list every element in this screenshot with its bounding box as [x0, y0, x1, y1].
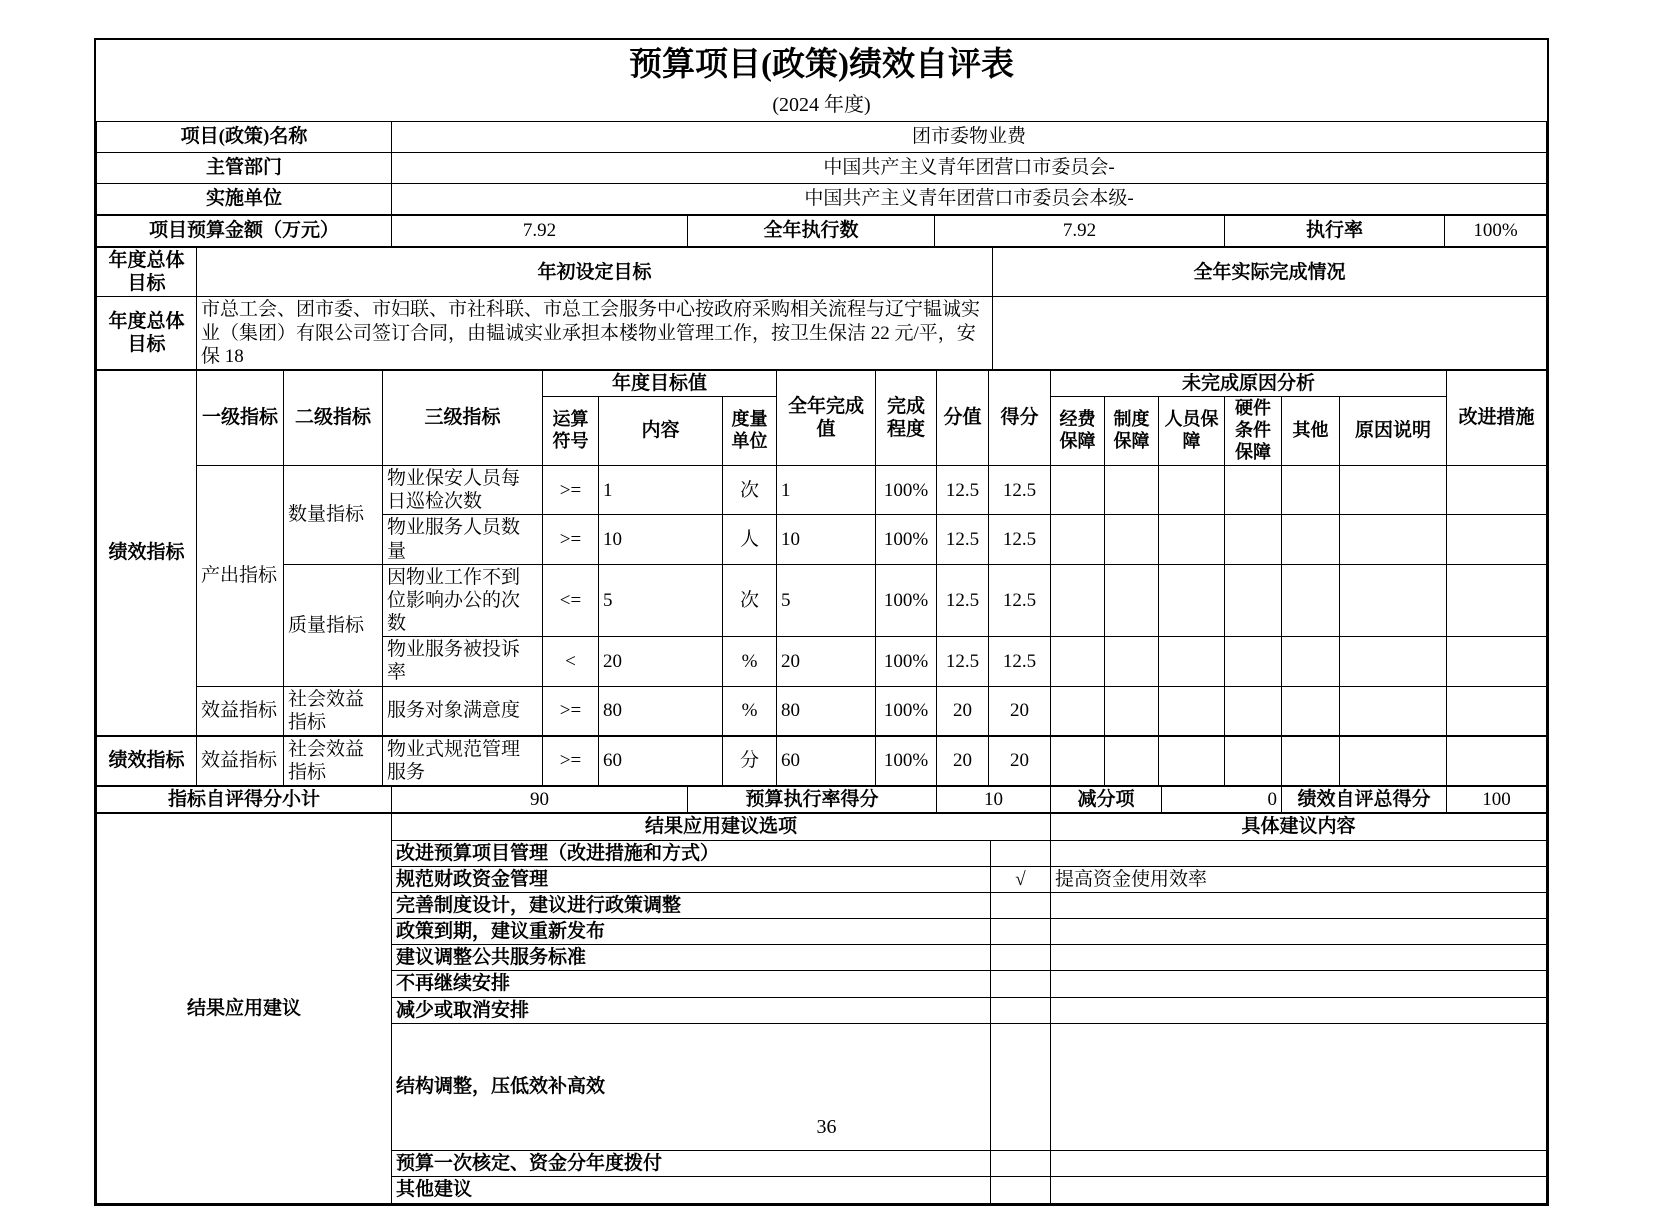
- suggestion-option-label: 其他建议: [392, 1176, 991, 1203]
- completion-cell: 100%: [876, 515, 937, 564]
- level1-indicator-cell: 效益指标: [197, 686, 284, 736]
- empty-cell: [1159, 465, 1225, 514]
- level3-indicator-cell: 物业式规范管理服务: [383, 736, 543, 786]
- other-reason-header: 其他: [1282, 397, 1340, 466]
- operator-cell: <: [543, 637, 599, 686]
- empty-cell: [1159, 637, 1225, 686]
- suggestion-checkbox-cell: [991, 919, 1051, 945]
- department-value: 中国共产主义青年团营口市委员会-: [392, 152, 1547, 183]
- score-cell: 12.5: [937, 465, 989, 514]
- empty-cell: [1225, 736, 1282, 786]
- empty-cell: [1225, 515, 1282, 564]
- empty-cell: [1282, 736, 1340, 786]
- empty-cell: [1340, 515, 1447, 564]
- empty-cell: [1282, 515, 1340, 564]
- self-score-subtotal-value: 90: [392, 786, 688, 813]
- empty-cell: [1225, 564, 1282, 637]
- points-cell: 20: [989, 686, 1051, 736]
- suggestion-option-label: 不再继续安排: [392, 971, 991, 997]
- score-cell: 12.5: [937, 637, 989, 686]
- implementing-unit-value: 中国共产主义青年团营口市委员会本级-: [392, 183, 1547, 214]
- points-cell: 20: [989, 736, 1051, 786]
- empty-cell: [1340, 564, 1447, 637]
- operator-cell: <=: [543, 564, 599, 637]
- completion-cell: 100%: [876, 564, 937, 637]
- indicator-row: [97, 564, 1547, 637]
- completion-cell: 100%: [876, 686, 937, 736]
- suggestion-option-label: 改进预算项目管理（改进措施和方式）: [392, 840, 991, 866]
- suggestion-checkbox-cell: [991, 840, 1051, 866]
- suggestion-option-label: 建议调整公共服务标准: [392, 945, 991, 971]
- empty-cell: [1340, 465, 1447, 514]
- level3-indicator-cell: 物业服务人员数量: [383, 515, 543, 564]
- empty-cell: [1340, 637, 1447, 686]
- suggestion-option-label: 结构调整，压低效补高效: [392, 1023, 991, 1150]
- page-subtitle: (2024 年度): [772, 93, 871, 116]
- suggestion-content-cell: [1051, 1176, 1547, 1203]
- points-cell: 12.5: [989, 465, 1051, 514]
- level3-indicator-header: 三级指标: [383, 370, 543, 466]
- actual-completion-header: 全年实际完成情况: [993, 247, 1547, 297]
- empty-cell: [1105, 736, 1159, 786]
- suggestion-option-label: 政策到期，建议重新发布: [392, 919, 991, 945]
- empty-cell: [1282, 465, 1340, 514]
- planned-goal-text: 市总工会、团市委、市妇联、市社科联、市总工会服务中心按政府采购相关流程与辽宁韫诚实业（集团）有限公司签订合同，由韫诚实业承担本楼物业管理工作，按卫生保洁 22 元/平，安保 18: [197, 297, 993, 370]
- deduction-label: 减分项: [1051, 786, 1162, 813]
- fund-guarantee-header: 经费保障: [1051, 397, 1105, 466]
- empty-cell: [1225, 465, 1282, 514]
- annual-execution-label: 全年执行数: [688, 215, 935, 247]
- planned-goal-header: 年初设定目标: [197, 247, 993, 297]
- page-number: 36: [816, 1116, 837, 1138]
- operator-cell: >=: [543, 515, 599, 564]
- implementing-unit-label: 实施单位: [97, 183, 392, 214]
- level2-indicator-cell: 社会效益指标: [284, 736, 383, 786]
- points-cell: 12.5: [989, 515, 1051, 564]
- empty-cell: [1105, 637, 1159, 686]
- level2-indicator-cell: 质量指标: [284, 564, 383, 686]
- empty-cell: [1051, 686, 1105, 736]
- suggestion-content-cell: [1051, 919, 1547, 945]
- empty-cell: [1447, 736, 1547, 786]
- empty-cell: [1447, 465, 1547, 514]
- performance-indicator-section-label: 绩效指标: [97, 736, 197, 786]
- empty-cell: [1105, 465, 1159, 514]
- hardware-guarantee-header: 硬件条件保障: [1225, 397, 1282, 466]
- level2-indicator-cell: 数量指标: [284, 465, 383, 564]
- annual-goal-row-label: 年度总体目标: [97, 297, 197, 370]
- suggestion-options-header: 结果应用建议选项: [392, 813, 1051, 840]
- level1-indicator-cell: 效益指标: [197, 736, 284, 786]
- points-header: 得分: [989, 370, 1051, 466]
- score-cell: 20: [937, 736, 989, 786]
- budget-amount-label: 项目预算金额（万元）: [97, 215, 392, 247]
- unit-cell: 次: [723, 564, 777, 637]
- level1-indicator-header: 一级指标: [197, 370, 284, 466]
- empty-cell: [1282, 686, 1340, 736]
- unit-cell: %: [723, 637, 777, 686]
- empty-cell: [1159, 736, 1225, 786]
- annual-value-cell: 20: [777, 637, 876, 686]
- target-value-cell: 5: [599, 564, 723, 637]
- unit-cell: 人: [723, 515, 777, 564]
- level3-indicator-cell: 服务对象满意度: [383, 686, 543, 736]
- suggestion-content-cell: 提高资金使用效率: [1051, 866, 1547, 892]
- suggestion-content-cell: [1051, 1150, 1547, 1176]
- completion-cell: 100%: [876, 465, 937, 514]
- empty-cell: [1340, 686, 1447, 736]
- project-name-value: 团市委物业费: [392, 121, 1547, 152]
- operator-cell: >=: [543, 465, 599, 514]
- suggestion-content-cell: [1051, 892, 1547, 918]
- level3-indicator-cell: 物业服务被投诉率: [383, 637, 543, 686]
- annual-execution-value: 7.92: [935, 215, 1225, 247]
- total-self-score-label: 绩效自评总得分: [1282, 786, 1447, 813]
- page-title: 预算项目(政策)绩效自评表: [629, 47, 1014, 83]
- empty-cell: [1159, 686, 1225, 736]
- suggestion-content-cell: [1051, 997, 1547, 1023]
- annual-value-cell: 80: [777, 686, 876, 736]
- suggestion-checkbox-cell: [991, 971, 1051, 997]
- annual-value-cell: 5: [777, 564, 876, 637]
- annual-target-header: 年度目标值: [543, 370, 777, 397]
- actual-completion-text: [993, 297, 1547, 370]
- score-cell: 12.5: [937, 564, 989, 637]
- empty-cell: [1340, 736, 1447, 786]
- target-content-header: 内容: [599, 397, 723, 466]
- suggestion-content-header: 具体建议内容: [1051, 813, 1547, 840]
- indicator-row: [97, 736, 1547, 786]
- empty-cell: [1105, 515, 1159, 564]
- measure-unit-header: 度量单位: [723, 397, 777, 466]
- subtotal-table: [96, 785, 1547, 813]
- level1-indicator-cell: 产出指标: [197, 465, 284, 686]
- annual-value-cell: 60: [777, 736, 876, 786]
- suggestion-content-cell: [1051, 945, 1547, 971]
- empty-cell: [1282, 564, 1340, 637]
- title-block: [96, 40, 1547, 122]
- points-cell: 12.5: [989, 637, 1051, 686]
- target-value-cell: 1: [599, 465, 723, 514]
- score-cell: 20: [937, 686, 989, 736]
- annual-goals-table: [96, 246, 1547, 370]
- project-name-label: 项目(政策)名称: [97, 121, 392, 152]
- annual-value-cell: 10: [777, 515, 876, 564]
- empty-cell: [1051, 736, 1105, 786]
- completion-cell: 100%: [876, 736, 937, 786]
- empty-cell: [1225, 686, 1282, 736]
- unit-cell: 次: [723, 465, 777, 514]
- suggestion-option-label: 预算一次核定、资金分年度拨付: [392, 1150, 991, 1176]
- level2-indicator-cell: 社会效益指标: [284, 686, 383, 736]
- budget-table: [96, 214, 1547, 248]
- result-application-section-label: 结果应用建议: [97, 813, 392, 1203]
- performance-indicator-section-label: 绩效指标: [97, 370, 197, 736]
- improvement-measures-header: 改进措施: [1447, 370, 1547, 466]
- empty-cell: [1051, 564, 1105, 637]
- suggestion-checkbox-cell: [991, 1150, 1051, 1176]
- empty-cell: [1051, 465, 1105, 514]
- deduction-value: 0: [1162, 786, 1282, 813]
- annual-value-cell: 1: [777, 465, 876, 514]
- self-score-subtotal-label: 指标自评得分小计: [97, 786, 392, 813]
- unit-cell: %: [723, 686, 777, 736]
- indicator-row: [97, 686, 1547, 736]
- completion-degree-header: 完成程度: [876, 370, 937, 466]
- target-value-cell: 60: [599, 736, 723, 786]
- department-label: 主管部门: [97, 152, 392, 183]
- empty-cell: [1282, 637, 1340, 686]
- suggestion-checkbox-cell: [991, 945, 1051, 971]
- empty-cell: [1159, 564, 1225, 637]
- suggestion-checkbox-cell: [991, 1176, 1051, 1203]
- budget-amount-value: 7.92: [392, 215, 688, 247]
- total-self-score-value: 100: [1447, 786, 1547, 813]
- empty-cell: [1447, 564, 1547, 637]
- operator-cell: >=: [543, 736, 599, 786]
- level3-indicator-cell: 物业保安人员每日巡检次数: [383, 465, 543, 514]
- empty-cell: [1447, 515, 1547, 564]
- suggestion-checkbox-cell: [991, 892, 1051, 918]
- completion-cell: 100%: [876, 637, 937, 686]
- empty-cell: [1105, 686, 1159, 736]
- suggestion-option-label: 规范财政资金管理: [392, 866, 991, 892]
- unit-cell: 分: [723, 736, 777, 786]
- operator-cell: >=: [543, 686, 599, 736]
- target-value-cell: 80: [599, 686, 723, 736]
- suggestion-content-cell: [1051, 971, 1547, 997]
- system-guarantee-header: 制度保障: [1105, 397, 1159, 466]
- empty-cell: [1447, 637, 1547, 686]
- staff-guarantee-header: 人员保障: [1159, 397, 1225, 466]
- suggestion-option-label: 减少或取消安排: [392, 997, 991, 1023]
- level2-indicator-header: 二级指标: [284, 370, 383, 466]
- empty-cell: [1051, 637, 1105, 686]
- empty-cell: [1105, 564, 1159, 637]
- checkmark-cell: √: [991, 866, 1051, 892]
- basic-info-table: [96, 121, 1547, 215]
- execution-rate-score-value: 10: [937, 786, 1051, 813]
- suggestion-option-label: 完善制度设计，建议进行政策调整: [392, 892, 991, 918]
- score-header: 分值: [937, 370, 989, 466]
- execution-rate-score-label: 预算执行率得分: [688, 786, 937, 813]
- annual-value-header: 全年完成值: [777, 370, 876, 466]
- unfinished-reason-header: 未完成原因分析: [1051, 370, 1447, 397]
- execution-rate-value: 100%: [1445, 215, 1547, 247]
- indicators-table: [96, 369, 1547, 786]
- empty-cell: [1159, 515, 1225, 564]
- empty-cell: [1447, 686, 1547, 736]
- execution-rate-label: 执行率: [1225, 215, 1445, 247]
- annual-goal-row-label: 年度总体目标: [97, 247, 197, 297]
- suggestion-checkbox-cell: [991, 997, 1051, 1023]
- target-value-cell: 20: [599, 637, 723, 686]
- reason-description-header: 原因说明: [1340, 397, 1447, 466]
- operator-header: 运算符号: [543, 397, 599, 466]
- empty-cell: [1225, 637, 1282, 686]
- score-cell: 12.5: [937, 515, 989, 564]
- points-cell: 12.5: [989, 564, 1051, 637]
- suggestions-table: [96, 812, 1547, 1204]
- indicator-row: [97, 465, 1547, 514]
- level3-indicator-cell: 因物业工作不到位影响办公的次数: [383, 564, 543, 637]
- target-value-cell: 10: [599, 515, 723, 564]
- empty-cell: [1051, 515, 1105, 564]
- suggestion-content-cell: [1051, 840, 1547, 866]
- self-evaluation-form: [94, 38, 1549, 1206]
